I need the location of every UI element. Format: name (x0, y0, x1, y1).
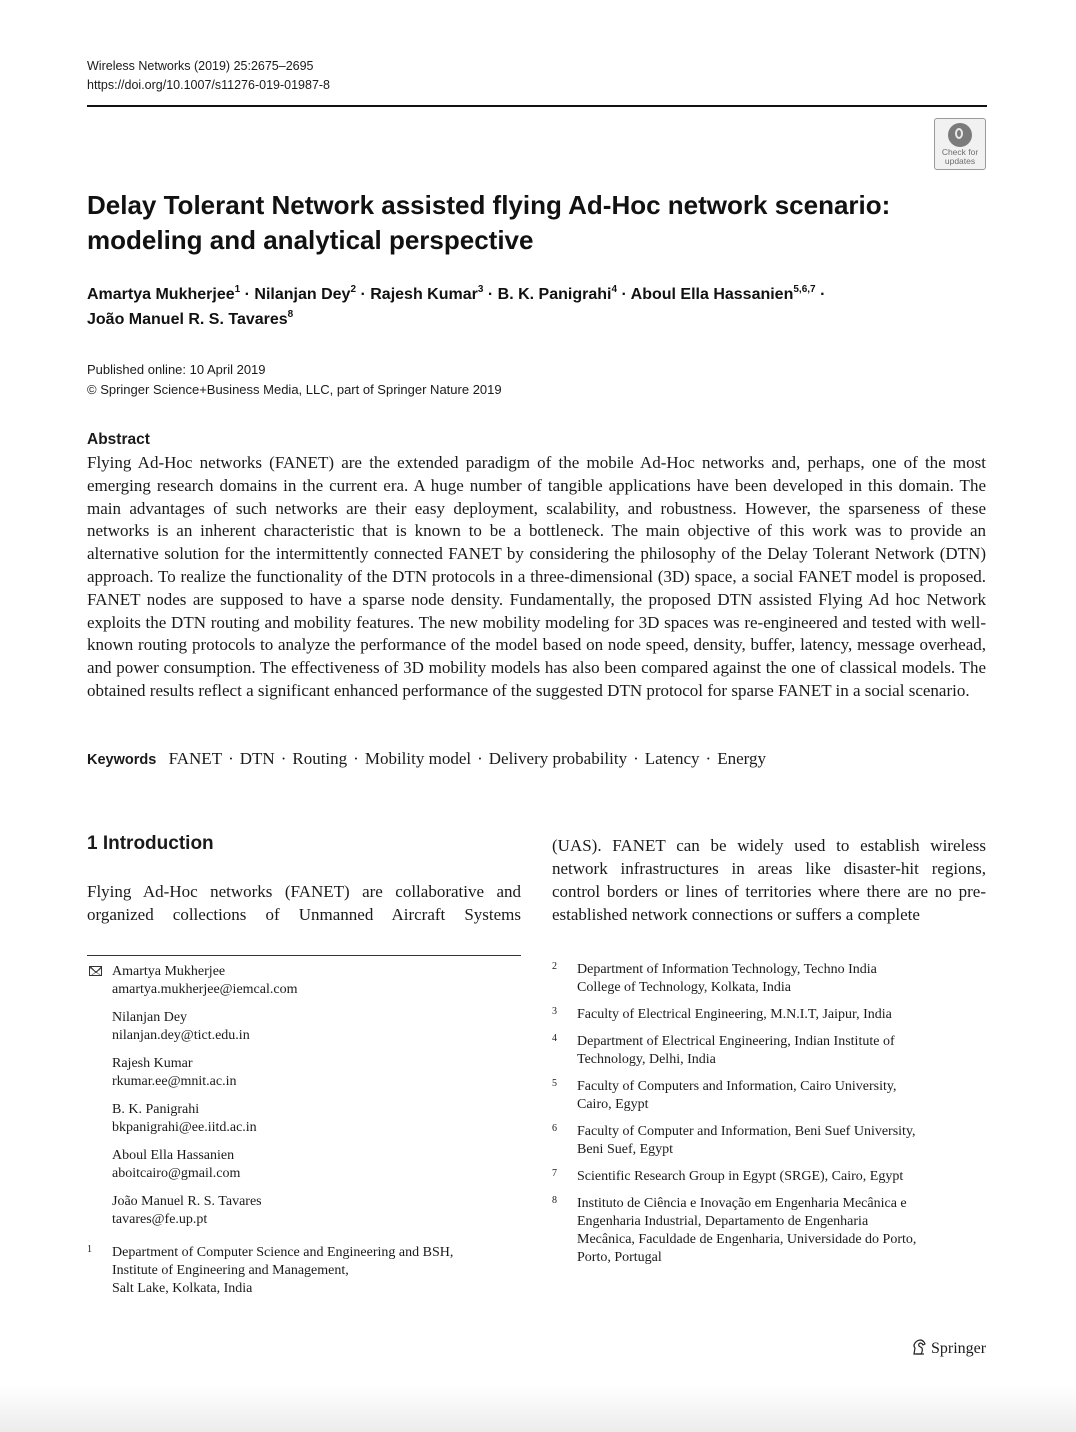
contact-email[interactable]: aboitcairo@gmail.com (112, 1166, 241, 1181)
publication-info (87, 360, 502, 400)
author-contacts (87, 963, 517, 1239)
author-affil-sup: 5,6,7 (793, 283, 816, 295)
author-name: Aboul Ella Hassanien (630, 286, 794, 303)
intro-right-column-text: (UAS). FANET can be widely used to establish wireless network infrastructures in areas like disaster-hit regions, control borders or lines of territories where there are no pre-established network connections or suffers a complete (552, 836, 986, 924)
affiliations-left (87, 1244, 517, 1307)
affiliation-line: College of Technology, Kolkata, India (577, 980, 792, 995)
contact-email[interactable]: bkpanigrahi@ee.iitd.ac.in (112, 1120, 257, 1135)
author-separator: · (621, 286, 627, 303)
intro-left-column-text: Flying Ad-Hoc networks (FANET) are collaborative and organized collections of Unmanned Aircraft Systems (87, 882, 521, 924)
contact-email[interactable]: tavares@fe.up.pt (112, 1212, 208, 1227)
keyword: Latency (644, 749, 700, 768)
header-rule (87, 105, 987, 107)
affiliation-line: Faculty of Electrical Engineering, M.N.I.T, Jaipur, India (577, 1007, 892, 1022)
contact-email[interactable]: nilanjan.dey@tict.edu.in (112, 1028, 250, 1043)
affiliation-line: Cairo, Egypt (577, 1097, 649, 1112)
copyright-line: © Springer Science+Business Media, LLC, part of Springer Nature 2019 (87, 382, 502, 397)
publisher-name: Springer (931, 1340, 987, 1357)
author-affil-sup: 1 (234, 283, 241, 295)
affiliation-line: Engenharia Industrial, Departamento de Engenharia (577, 1214, 869, 1229)
author-separator: · (360, 286, 366, 303)
affiliation-number: 5 (552, 1078, 557, 1089)
keyword: FANET (168, 749, 223, 768)
keyword-separator: · (633, 749, 639, 768)
footnote-rule (87, 955, 521, 956)
author-affil-sup: 8 (287, 308, 294, 320)
affiliation-number: 8 (552, 1195, 557, 1206)
section-heading-introduction: 1 Introduction (87, 833, 214, 854)
author-contact (87, 1193, 517, 1229)
author-name: João Manuel R. S. Tavares (87, 311, 288, 328)
affiliation-line: Department of Electrical Engineering, Indian Institute of (577, 1034, 895, 1049)
author-contact (87, 1009, 517, 1045)
abstract-text: Flying Ad-Hoc networks (FANET) are the extended paradigm of the mobile Ad-Hoc networks and, perhaps, one of the most emerging research domains in the current era. A huge number of tangible applications have been developed in this domain. The main advantages of such networks are their easy deployment, scalability, and robustness. However, the sparseness of these networks is an inherent characteristic that is known to be a bottleneck. The main objective of this work was to provide an alternative solution for the intermittently connected FANET by considering the philosophy of the Delay Tolerant Network (DTN) approach. To realize the functionality of the DTN protocols in a three-dimensional (3D) space, a social FANET model is proposed. FANET nodes are supposed to have a sparse node density. Fundamentally, the proposed DTN assisted Flying Ad hoc Network exploits the DTN routing and mobility features. The new mobility modeling for 3D spaces was re-engineered and tested with well-known routing protocols to analyze the performance of the model based on node speed, density, buffer, latency, message overhead, and power consumption. The effectiveness of 3D mobility models has also been compared against the one of classical models. The obtained results reflect a significant enhanced performance of the suggested DTN protocol for sparse FANET in a social scenario. (87, 453, 986, 700)
affiliation-line: Salt Lake, Kolkata, India (112, 1281, 253, 1296)
affiliation-item (552, 1195, 986, 1267)
doi-link[interactable]: https://doi.org/10.1007/s11276-019-01987-8 (87, 78, 331, 92)
contact-name: Aboul Ella Hassanien (112, 1148, 235, 1163)
author-affil-sup: 4 (611, 283, 617, 295)
author-affil-sup: 3 (477, 283, 484, 295)
affiliation-item (552, 1123, 986, 1159)
affiliation-line: Porto, Portugal (577, 1250, 662, 1265)
affiliation-number: 2 (552, 961, 557, 972)
keyword: Mobility model (364, 749, 472, 768)
badge-label-2: updates (944, 156, 976, 166)
affiliation-item (552, 1033, 986, 1069)
affiliation-number: 7 (552, 1168, 557, 1179)
title-line-2: modeling and analytical perspective (87, 225, 534, 255)
author-contact (87, 1055, 517, 1091)
affiliation-number: 3 (552, 1006, 557, 1017)
keyword: Routing (292, 749, 348, 768)
affiliation-number: 6 (552, 1123, 557, 1134)
keyword: Energy (717, 749, 766, 768)
contact-name: Rajesh Kumar (112, 1056, 193, 1071)
author-name: B. K. Panigrahi (497, 286, 612, 303)
check-for-updates-icon (948, 123, 972, 147)
author-list (87, 282, 947, 332)
keyword-separator: · (705, 749, 712, 768)
author-contact (87, 1101, 517, 1137)
contact-name: Nilanjan Dey (112, 1010, 188, 1025)
affiliations-right (552, 961, 986, 1276)
affiliation-item (87, 1244, 517, 1298)
contact-email[interactable]: amartya.mukherjee@iemcal.com (112, 982, 298, 997)
badge-label-1: Check for (941, 147, 979, 157)
keyword-separator: · (477, 749, 483, 768)
title-line-1: Delay Tolerant Network assisted flying Ad-Hoc network scenario: (87, 190, 891, 220)
envelope-icon (89, 966, 102, 976)
keywords-line (87, 748, 766, 771)
author-separator: · (244, 286, 250, 303)
affiliation-line: Department of Information Technology, Techno India (577, 962, 877, 977)
contact-name: B. K. Panigrahi (112, 1102, 200, 1117)
journal-header (87, 57, 330, 95)
springer-horse-icon (910, 1338, 928, 1356)
affiliation-line: Beni Suef, Egypt (577, 1142, 674, 1157)
author-separator: · (487, 286, 494, 303)
keyword-separator: · (280, 749, 287, 768)
author-name: Rajesh Kumar (370, 286, 478, 303)
affiliation-line: Scientific Research Group in Egypt (SRGE), Cairo, Egypt (577, 1169, 904, 1184)
keywords-label: Keywords (87, 752, 157, 768)
keyword: DTN (239, 749, 275, 768)
abstract-heading: Abstract (87, 431, 150, 448)
affiliation-line: Technology, Delhi, India (577, 1052, 716, 1067)
author-separator: · (820, 286, 826, 303)
affiliation-item (552, 1006, 986, 1024)
author-name: Nilanjan Dey (254, 286, 351, 303)
keyword-separator: · (353, 749, 359, 768)
affiliation-line: Mecânica, Faculdade de Engenharia, Universidade do Porto, (577, 1232, 917, 1247)
affiliation-line: Faculty of Computers and Information, Cairo University, (577, 1079, 897, 1094)
keyword: Delivery probability (488, 749, 628, 768)
affiliation-item (552, 961, 986, 997)
published-date: Published online: 10 April 2019 (87, 362, 266, 377)
affiliation-line: Institute of Engineering and Management, (112, 1263, 349, 1278)
contact-name: Amartya Mukherjee (112, 964, 226, 979)
affiliation-number: 4 (552, 1033, 557, 1044)
publisher-logo (910, 1338, 986, 1358)
keyword-separator: · (228, 749, 234, 768)
author-name: Amartya Mukherjee (87, 286, 235, 303)
affiliation-number: 1 (87, 1244, 92, 1255)
affiliation-line: Department of Computer Science and Engineering and BSH, (112, 1245, 454, 1260)
author-affil-sup: 2 (350, 283, 357, 295)
affiliation-line: Faculty of Computer and Information, Beni Suef University, (577, 1124, 916, 1139)
page-bottom-shadow (0, 1385, 1076, 1432)
contact-name: João Manuel R. S. Tavares (112, 1194, 262, 1209)
affiliation-line: Instituto de Ciência e Inovação em Engenharia Mecânica e (577, 1196, 907, 1211)
affiliation-item (552, 1168, 986, 1186)
paper-title (87, 188, 927, 258)
author-contact (87, 1147, 517, 1183)
check-for-updates-badge[interactable] (934, 118, 986, 170)
corresponding-author-contact (87, 963, 517, 999)
contact-email[interactable]: rkumar.ee@mnit.ac.in (112, 1074, 237, 1089)
affiliation-item (552, 1078, 986, 1114)
journal-citation: Wireless Networks (2019) 25:2675–2695 (87, 59, 314, 73)
